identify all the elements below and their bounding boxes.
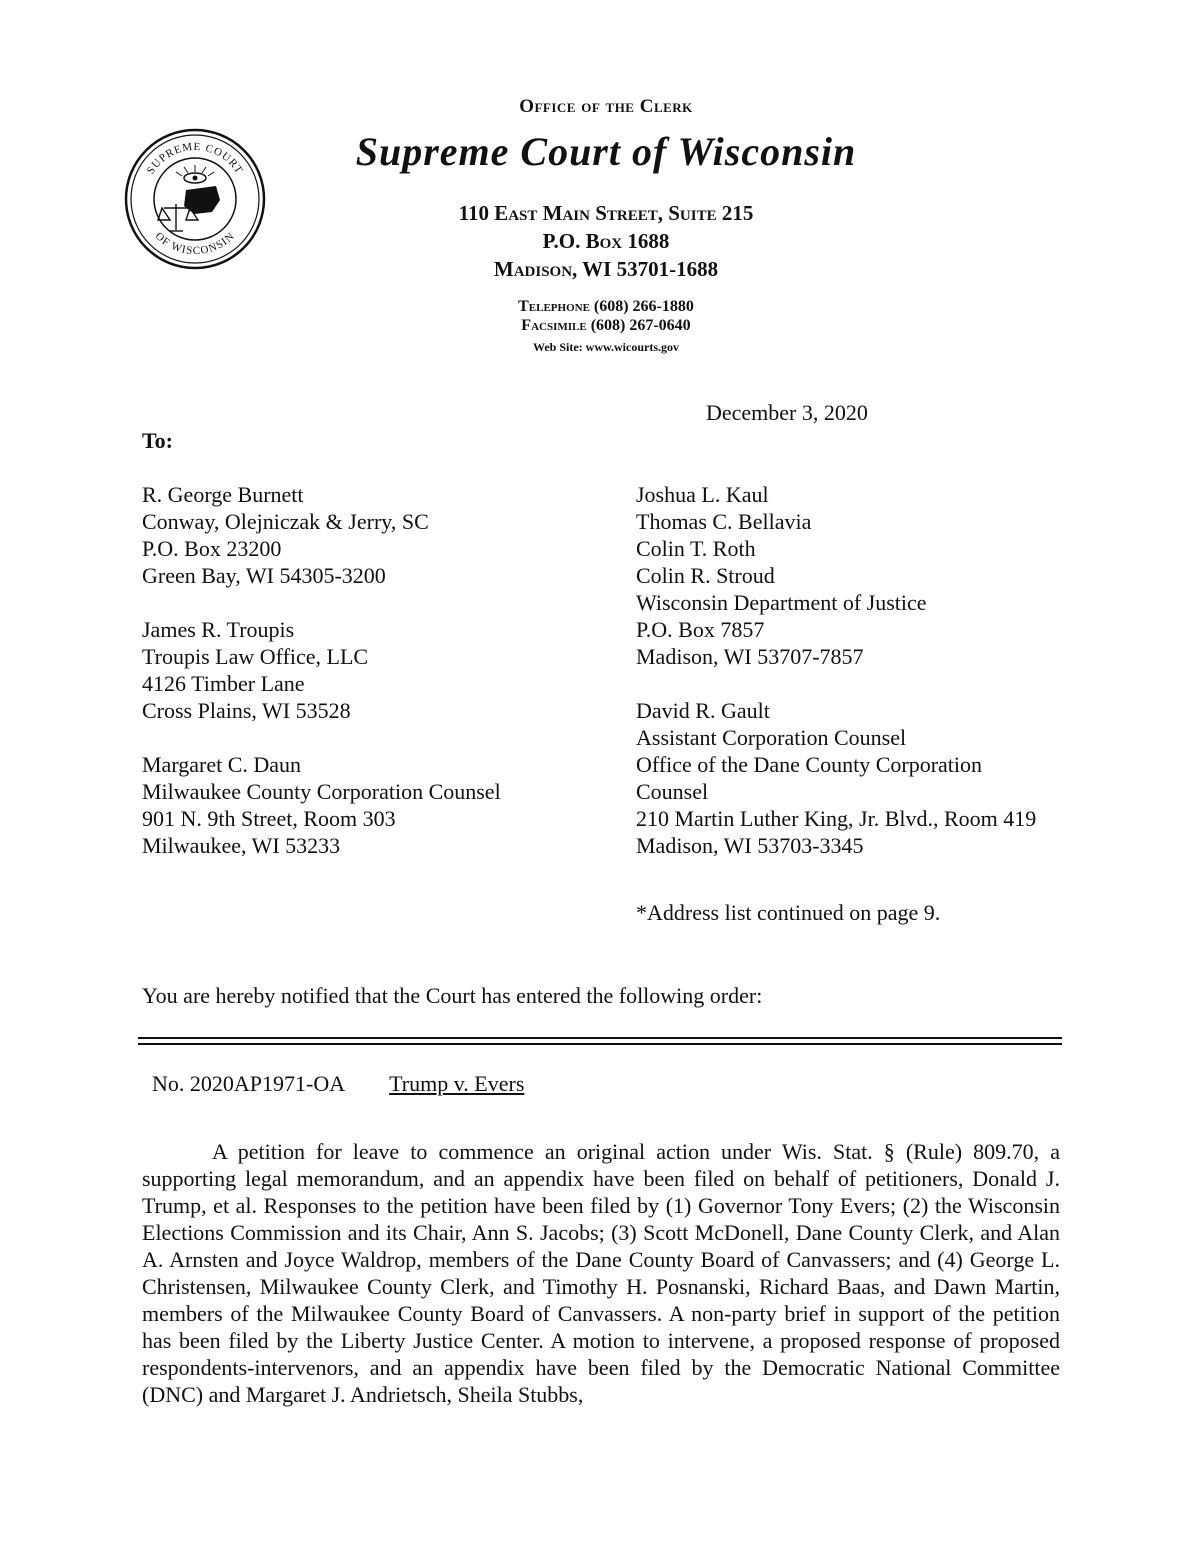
recipient-line: Wisconsin Department of Justice [636,590,927,615]
address-line: 110 East Main Street, Suite 215 [458,201,754,225]
recipient-line: P.O. Box 7857 [636,617,765,642]
divider [138,1043,1062,1045]
recipient-line: Green Bay, WI 54305-3200 [142,563,386,588]
case-heading [152,1071,524,1097]
recipient-line: Colin R. Stroud [636,563,775,588]
case-number: No. 2020AP1971-OA [152,1071,346,1096]
court-address [300,199,912,283]
facsimile: Facsimile (608) 267-0640 [521,317,691,334]
recipient-line: Margaret C. Daun [142,752,302,777]
telephone: Telephone (608) 266-1880 [518,298,694,315]
recipients-right [636,481,1096,886]
court-name: Supreme Court of Wisconsin [355,129,857,174]
recipient-line: Milwaukee County Corporation Counsel [142,779,501,804]
recipient-line: Milwaukee, WI 53233 [142,833,341,858]
divider [138,1037,1062,1039]
notification-text: You are hereby notified that the Court has entered the following order: [142,983,763,1008]
recipient-line: Madison, WI 53703-3345 [636,833,864,858]
address-line: Madison, WI 53701-1688 [493,257,719,281]
recipient-line: Joshua L. Kaul [636,482,769,507]
to-label: To: [142,428,173,453]
recipient-line: Madison, WI 53707-7857 [636,644,864,669]
recipient-line: R. George Burnett [142,482,304,507]
recipient-line: Office of the Dane County Corporation [636,752,983,777]
case-title: Trump v. Evers [389,1071,525,1096]
recipient-line: Assistant Corporation Counsel [636,725,907,750]
recipient-block [142,751,612,859]
recipient-line: James R. Troupis [142,617,295,642]
recipient-block [636,481,1096,670]
address-note: *Address list continued on page 9. [636,900,941,925]
court-seal [124,128,266,270]
recipient-line: Conway, Olejniczak & Jerry, SC [142,509,429,534]
recipient-line: Counsel [636,779,709,804]
recipient-line: 210 Martin Luther King, Jr. Blvd., Room 419 [636,806,1037,831]
recipient-line: P.O. Box 23200 [142,536,282,561]
svg-text:OF WISCONSIN [153,230,238,257]
recipient-block [142,481,612,589]
recipient-line: David R. Gault [636,698,770,723]
recipient-block [142,616,612,724]
contact-info [300,297,912,335]
recipient-line: Thomas C. Bellavia [636,509,812,534]
recipient-line: 4126 Timber Lane [142,671,305,696]
website[interactable]: Web Site: www.wicourts.gov [533,340,679,354]
letter-date: December 3, 2020 [706,400,868,425]
office-title: Office of the Clerk [519,96,693,117]
order-body: A petition for leave to commence an original action under Wis. Stat. § (Rule) 809.70, a supporting legal memorandum, and an appendix have been filed on behalf of petitioners, Donald J. Trump, et al. Responses to the petition have been filed by (1) Governor Tony Evers; (2) the Wisconsin Elections Commission and its Chair, Ann S. Jacobs; (3) Scott McDonell, Dane County Clerk, and Alan A. Arnsten and Joyce Waldrop, members of the Dane County Board of Canvassers; and (4) George L. Christensen, Milwaukee County Clerk, and Timothy H. Posnanski, Richard Baas, and Dawn Martin, members of the Milwaukee County Board of Canvassers. A non-party brief in support of the petition has been filed by the Liberty Justice Center. A motion to intervene, a proposed response of proposed respondents-intervenors, and an appendix have been filed by the Democratic National Committee (DNC) and Margaret J. Andrietsch, Sheila Stubbs, [142,1139,1060,1407]
recipient-line: Colin T. Roth [636,536,756,561]
recipients-left [142,481,612,886]
recipient-block [636,697,1096,859]
recipient-line: 901 N. 9th Street, Room 303 [142,806,396,831]
address-line: P.O. Box 1688 [542,229,670,253]
seal-text-top: SUPREME COURT [144,140,246,177]
seal-text-bottom: OF WISCONSIN [152,230,238,258]
recipient-line: Cross Plains, WI 53528 [142,698,351,723]
recipient-line: Troupis Law Office, LLC [142,644,369,669]
